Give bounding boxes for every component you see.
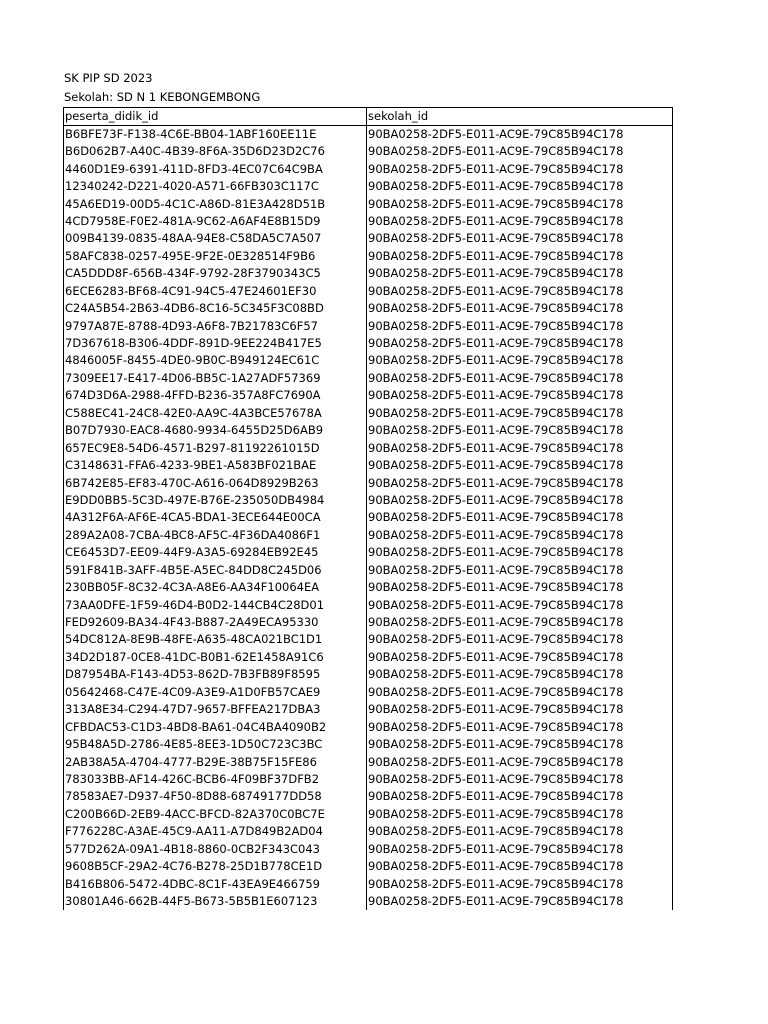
table-row xyxy=(64,753,673,770)
sekolah-id-cell: 90BA0258-2DF5-E011-AC9E-79C85B94C178 xyxy=(367,666,673,683)
table-row xyxy=(64,195,673,212)
sekolah-id-cell: 90BA0258-2DF5-E011-AC9E-79C85B94C178 xyxy=(367,841,673,858)
table-row xyxy=(64,335,673,352)
peserta-didik-id-cell: 577D262A-09A1-4B18-8860-0CB2F343C043 xyxy=(64,841,367,858)
peserta-didik-id-cell: FED92609-BA34-4F43-B887-2A49ECA95330 xyxy=(64,614,367,631)
sekolah-id-cell: 90BA0258-2DF5-E011-AC9E-79C85B94C178 xyxy=(367,457,673,474)
sekolah-id-cell: 90BA0258-2DF5-E011-AC9E-79C85B94C178 xyxy=(367,718,673,735)
sekolah-id-cell: 90BA0258-2DF5-E011-AC9E-79C85B94C178 xyxy=(367,126,673,144)
table-row xyxy=(64,823,673,840)
sekolah-id-cell: 90BA0258-2DF5-E011-AC9E-79C85B94C178 xyxy=(367,753,673,770)
sekolah-id-cell: 90BA0258-2DF5-E011-AC9E-79C85B94C178 xyxy=(367,596,673,613)
peserta-didik-id-cell: 45A6ED19-00D5-4C1C-A86D-81E3A428D51B xyxy=(64,195,367,212)
sekolah-id-cell: 90BA0258-2DF5-E011-AC9E-79C85B94C178 xyxy=(367,387,673,404)
sekolah-id-cell: 90BA0258-2DF5-E011-AC9E-79C85B94C178 xyxy=(367,213,673,230)
peserta-didik-id-cell: 78583AE7-D937-4F50-8D88-68749177DD58 xyxy=(64,788,367,805)
table-row xyxy=(64,230,673,247)
sekolah-id-cell: 90BA0258-2DF5-E011-AC9E-79C85B94C178 xyxy=(367,230,673,247)
sekolah-id-cell: 90BA0258-2DF5-E011-AC9E-79C85B94C178 xyxy=(367,562,673,579)
peserta-didik-id-cell: 30801A46-662B-44F5-B673-5B5B1E607123 xyxy=(64,893,367,910)
table-row xyxy=(64,736,673,753)
table-header xyxy=(64,108,673,126)
peserta-didik-id-cell: 7D367618-B306-4DDF-891D-9EE224B417E5 xyxy=(64,335,367,352)
sekolah-id-cell: 90BA0258-2DF5-E011-AC9E-79C85B94C178 xyxy=(367,579,673,596)
peserta-didik-id-cell: 674D3D6A-2988-4FFD-B236-357A8FC7690A xyxy=(64,387,367,404)
table-row xyxy=(64,858,673,875)
peserta-didik-id-cell: 009B4139-0835-48AA-94E8-C58DA5C7A507 xyxy=(64,230,367,247)
sekolah-id-cell: 90BA0258-2DF5-E011-AC9E-79C85B94C178 xyxy=(367,823,673,840)
peserta-didik-id-cell: 4CD7958E-F0E2-481A-9C62-A6AF4E8B15D9 xyxy=(64,213,367,230)
table-row xyxy=(64,527,673,544)
table-row xyxy=(64,788,673,805)
peserta-didik-id-cell: C588EC41-24C8-42E0-AA9C-4A3BCE57678A xyxy=(64,405,367,422)
table-row xyxy=(64,439,673,456)
peserta-didik-id-cell: CFBDAC53-C1D3-4BD8-BA61-04C4BA4090B2 xyxy=(64,718,367,735)
table-row xyxy=(64,283,673,300)
table-row xyxy=(64,300,673,317)
table-row xyxy=(64,701,673,718)
peserta-didik-id-cell: 289A2A08-7CBA-4BC8-AF5C-4F36DA4086F1 xyxy=(64,527,367,544)
sekolah-id-cell: 90BA0258-2DF5-E011-AC9E-79C85B94C178 xyxy=(367,893,673,910)
table-row xyxy=(64,126,673,144)
peserta-didik-id-cell: 6ECE6283-BF68-4C91-94C5-47E24601EF30 xyxy=(64,283,367,300)
peserta-didik-id-cell: B6BFE73F-F138-4C6E-BB04-1ABF160EE11E xyxy=(64,126,367,144)
peserta-didik-id-cell: 4A312F6A-AF6E-4CA5-BDA1-3ECE644E00CA xyxy=(64,509,367,526)
sekolah-id-cell: 90BA0258-2DF5-E011-AC9E-79C85B94C178 xyxy=(367,701,673,718)
sekolah-id-cell: 90BA0258-2DF5-E011-AC9E-79C85B94C178 xyxy=(367,509,673,526)
table-row xyxy=(64,684,673,701)
sekolah-id-cell: 90BA0258-2DF5-E011-AC9E-79C85B94C178 xyxy=(367,875,673,892)
peserta-didik-id-cell: 7309EE17-E417-4D06-BB5C-1A27ADF57369 xyxy=(64,370,367,387)
peserta-didik-id-cell: D87954BA-F143-4D53-862D-7B3FB89F8595 xyxy=(64,666,367,683)
table-row xyxy=(64,631,673,648)
peserta-didik-id-cell: 313A8E34-C294-47D7-9657-BFFEA217DBA3 xyxy=(64,701,367,718)
table-row xyxy=(64,248,673,265)
sekolah-id-cell: 90BA0258-2DF5-E011-AC9E-79C85B94C178 xyxy=(367,736,673,753)
peserta-didik-id-cell: 58AFC838-0257-495E-9F2E-0E328514F9B6 xyxy=(64,248,367,265)
table-row xyxy=(64,178,673,195)
peserta-didik-id-cell: 591F841B-3AFF-4B5E-A5EC-84DD8C245D06 xyxy=(64,562,367,579)
sekolah-id-cell: 90BA0258-2DF5-E011-AC9E-79C85B94C178 xyxy=(367,631,673,648)
peserta-didik-id-cell: 12340242-D221-4020-A571-66FB303C117C xyxy=(64,178,367,195)
table-row xyxy=(64,841,673,858)
sekolah-id-cell: 90BA0258-2DF5-E011-AC9E-79C85B94C178 xyxy=(367,143,673,160)
peserta-didik-id-cell: B07D7930-EAC8-4680-9934-6455D25D6AB9 xyxy=(64,422,367,439)
header-row xyxy=(64,108,673,126)
column-header-peserta-didik-id: peserta_didik_id xyxy=(64,108,367,126)
peserta-didik-id-cell: 95B48A5D-2786-4E85-8EE3-1D50C723C3BC xyxy=(64,736,367,753)
peserta-didik-id-cell: 9797A87E-8788-4D93-A6F8-7B21783C6F57 xyxy=(64,317,367,334)
table-row xyxy=(64,666,673,683)
table-row xyxy=(64,579,673,596)
peserta-didik-id-cell: 34D2D187-0CE8-41DC-B0B1-62E1458A91C6 xyxy=(64,649,367,666)
table-row xyxy=(64,422,673,439)
peserta-didik-id-cell: 4846005F-8455-4DE0-9B0C-B949124EC61C xyxy=(64,352,367,369)
sekolah-id-cell: 90BA0258-2DF5-E011-AC9E-79C85B94C178 xyxy=(367,474,673,491)
sekolah-id-cell: 90BA0258-2DF5-E011-AC9E-79C85B94C178 xyxy=(367,492,673,509)
sekolah-id-cell: 90BA0258-2DF5-E011-AC9E-79C85B94C178 xyxy=(367,405,673,422)
table-body xyxy=(64,126,673,911)
sekolah-id-cell: 90BA0258-2DF5-E011-AC9E-79C85B94C178 xyxy=(367,858,673,875)
sekolah-id-cell: 90BA0258-2DF5-E011-AC9E-79C85B94C178 xyxy=(367,684,673,701)
table-row xyxy=(64,387,673,404)
school-line: Sekolah: SD N 1 KEBONGEMBONG xyxy=(64,90,261,104)
sekolah-id-cell: 90BA0258-2DF5-E011-AC9E-79C85B94C178 xyxy=(367,178,673,195)
table-row xyxy=(64,457,673,474)
peserta-didik-id-cell: 05642468-C47E-4C09-A3E9-A1D0FB57CAE9 xyxy=(64,684,367,701)
sekolah-id-cell: 90BA0258-2DF5-E011-AC9E-79C85B94C178 xyxy=(367,544,673,561)
table-row xyxy=(64,614,673,631)
table-row xyxy=(64,474,673,491)
peserta-didik-id-cell: F776228C-A3AE-45C9-AA11-A7D849B2AD04 xyxy=(64,823,367,840)
document-title: SK PIP SD 2023 xyxy=(64,71,153,85)
sekolah-id-cell: 90BA0258-2DF5-E011-AC9E-79C85B94C178 xyxy=(367,300,673,317)
peserta-didik-id-cell: CE6453D7-EE09-44F9-A3A5-69284EB92E45 xyxy=(64,544,367,561)
table-row xyxy=(64,317,673,334)
table-row xyxy=(64,875,673,892)
sekolah-id-cell: 90BA0258-2DF5-E011-AC9E-79C85B94C178 xyxy=(367,422,673,439)
table-row xyxy=(64,596,673,613)
peserta-didik-id-cell: B416B806-5472-4DBC-8C1F-43EA9E466759 xyxy=(64,875,367,892)
sekolah-id-cell: 90BA0258-2DF5-E011-AC9E-79C85B94C178 xyxy=(367,335,673,352)
table-row xyxy=(64,718,673,735)
peserta-didik-id-cell: 6B742E85-EF83-470C-A616-064D8929B263 xyxy=(64,474,367,491)
sekolah-id-cell: 90BA0258-2DF5-E011-AC9E-79C85B94C178 xyxy=(367,439,673,456)
sekolah-id-cell: 90BA0258-2DF5-E011-AC9E-79C85B94C178 xyxy=(367,788,673,805)
column-header-sekolah-id: sekolah_id xyxy=(367,108,673,126)
peserta-didik-id-cell: C200B66D-2EB9-4ACC-BFCD-82A370C0BC7E xyxy=(64,806,367,823)
table-row xyxy=(64,562,673,579)
table-row xyxy=(64,265,673,282)
table-row xyxy=(64,160,673,177)
table-row xyxy=(64,509,673,526)
table-row xyxy=(64,649,673,666)
sekolah-id-cell: 90BA0258-2DF5-E011-AC9E-79C85B94C178 xyxy=(367,352,673,369)
table-row xyxy=(64,806,673,823)
peserta-didik-id-cell: 73AA0DFE-1F59-46D4-B0D2-144CB4C28D01 xyxy=(64,596,367,613)
peserta-didik-id-cell: 54DC812A-8E9B-48FE-A635-48CA021BC1D1 xyxy=(64,631,367,648)
table-row xyxy=(64,213,673,230)
peserta-didik-id-cell: 230BB05F-8C32-4C3A-A8E6-AA34F10064EA xyxy=(64,579,367,596)
student-table xyxy=(63,107,673,910)
peserta-didik-id-cell: 9608B5CF-29A2-4C76-B278-25D1B778CE1D xyxy=(64,858,367,875)
sekolah-id-cell: 90BA0258-2DF5-E011-AC9E-79C85B94C178 xyxy=(367,806,673,823)
peserta-didik-id-cell: B6D062B7-A40C-4B39-8F6A-35D6D23D2C76 xyxy=(64,143,367,160)
peserta-didik-id-cell: 4460D1E9-6391-411D-8FD3-4EC07C64C9BA xyxy=(64,160,367,177)
peserta-didik-id-cell: 657EC9E8-54D6-4571-B297-81192261015D xyxy=(64,439,367,456)
peserta-didik-id-cell: C3148631-FFA6-4233-9BE1-A583BF021BAE xyxy=(64,457,367,474)
sekolah-id-cell: 90BA0258-2DF5-E011-AC9E-79C85B94C178 xyxy=(367,614,673,631)
sekolah-id-cell: 90BA0258-2DF5-E011-AC9E-79C85B94C178 xyxy=(367,370,673,387)
table-row xyxy=(64,143,673,160)
table-row xyxy=(64,370,673,387)
peserta-didik-id-cell: C24A5B54-2B63-4DB6-8C16-5C345F3C08BD xyxy=(64,300,367,317)
sekolah-id-cell: 90BA0258-2DF5-E011-AC9E-79C85B94C178 xyxy=(367,527,673,544)
peserta-didik-id-cell: E9DD0BB5-5C3D-497E-B76E-235050DB4984 xyxy=(64,492,367,509)
sekolah-id-cell: 90BA0258-2DF5-E011-AC9E-79C85B94C178 xyxy=(367,771,673,788)
sekolah-id-cell: 90BA0258-2DF5-E011-AC9E-79C85B94C178 xyxy=(367,195,673,212)
table-row xyxy=(64,893,673,910)
table-row xyxy=(64,544,673,561)
peserta-didik-id-cell: 2AB38A5A-4704-4777-B29E-38B75F15FE86 xyxy=(64,753,367,770)
peserta-didik-id-cell: CA5DDD8F-656B-434F-9792-28F3790343C5 xyxy=(64,265,367,282)
table-row xyxy=(64,771,673,788)
sekolah-id-cell: 90BA0258-2DF5-E011-AC9E-79C85B94C178 xyxy=(367,649,673,666)
sekolah-id-cell: 90BA0258-2DF5-E011-AC9E-79C85B94C178 xyxy=(367,265,673,282)
sekolah-id-cell: 90BA0258-2DF5-E011-AC9E-79C85B94C178 xyxy=(367,283,673,300)
sekolah-id-cell: 90BA0258-2DF5-E011-AC9E-79C85B94C178 xyxy=(367,248,673,265)
table-row xyxy=(64,352,673,369)
sekolah-id-cell: 90BA0258-2DF5-E011-AC9E-79C85B94C178 xyxy=(367,160,673,177)
sekolah-id-cell: 90BA0258-2DF5-E011-AC9E-79C85B94C178 xyxy=(367,317,673,334)
peserta-didik-id-cell: 783033BB-AF14-426C-BCB6-4F09BF37DFB2 xyxy=(64,771,367,788)
table-row xyxy=(64,492,673,509)
table-row xyxy=(64,405,673,422)
